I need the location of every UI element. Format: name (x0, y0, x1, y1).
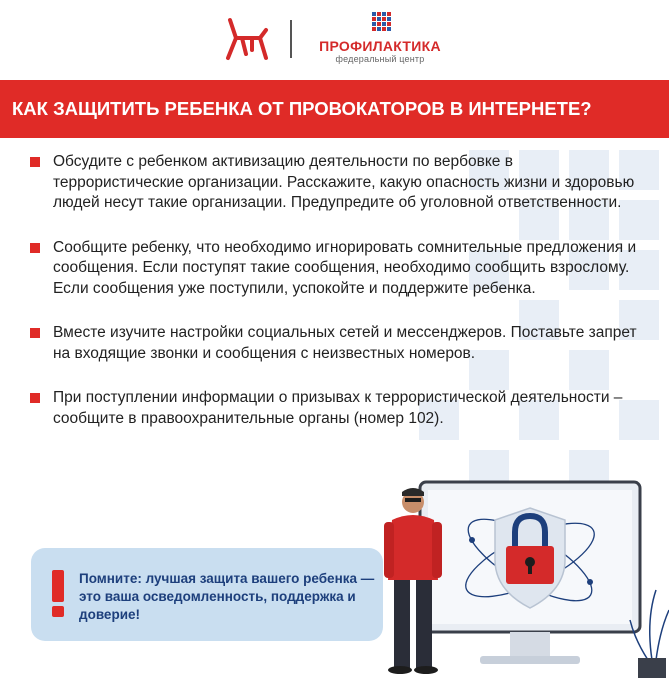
list-item (30, 388, 640, 429)
bullet-square-icon (30, 393, 40, 403)
list-item-text: Сообщите ребенку, что необходимо игнорировать сомнительные предложения и сообщения. Если поступят такие сообщения, необходимо сообщить взрослому. Если сообщения уже поступили, успокойте и поддержите ребенка. (53, 238, 637, 297)
reminder-box (31, 548, 383, 641)
bullet-square-icon (30, 328, 40, 338)
exclamation-icon (49, 570, 67, 618)
page-title: КАК ЗАЩИТИТЬ РЕБЕНКА ОТ ПРОВОКАТОРОВ В ИНТЕРНЕТЕ? (12, 98, 592, 119)
list-item (30, 323, 640, 364)
list-item-text: При поступлении информации о призывах к террористической деятельности – сообщите в правоохранительные органы (номер 102). (53, 389, 623, 427)
grid-logo-icon (372, 12, 392, 34)
advice-list (30, 152, 640, 453)
brand-title: ПРОФИЛАКТИКА (319, 38, 441, 54)
title-banner (0, 80, 669, 138)
brand-subtitle: федеральный центр (335, 54, 425, 64)
header (0, 0, 669, 80)
list-item (30, 152, 640, 214)
list-item-text: Обсудите с ребенком активизацию деятельности по вербовке в террористические организации. Расскажите, какую опасность жизни и здоровью людей несут такие организации. Предупредите об уголовной ответственности. (53, 153, 635, 211)
list-item-text: Вместе изучите настройки социальных сетей и мессенджеров. Поставьте запрет на входящие звонки и сообщения с неизвестных номеров. (53, 324, 637, 362)
reminder-text: Помните: лучшая защита вашего ребенка — это ваша осведомленность, поддержка и доверие! (79, 571, 375, 622)
list-item (30, 238, 640, 300)
padlock-monitor-icon (360, 470, 669, 678)
chair-logo-icon (222, 14, 272, 62)
header-divider (290, 20, 292, 58)
bullet-square-icon (30, 157, 40, 167)
bullet-square-icon (30, 243, 40, 253)
